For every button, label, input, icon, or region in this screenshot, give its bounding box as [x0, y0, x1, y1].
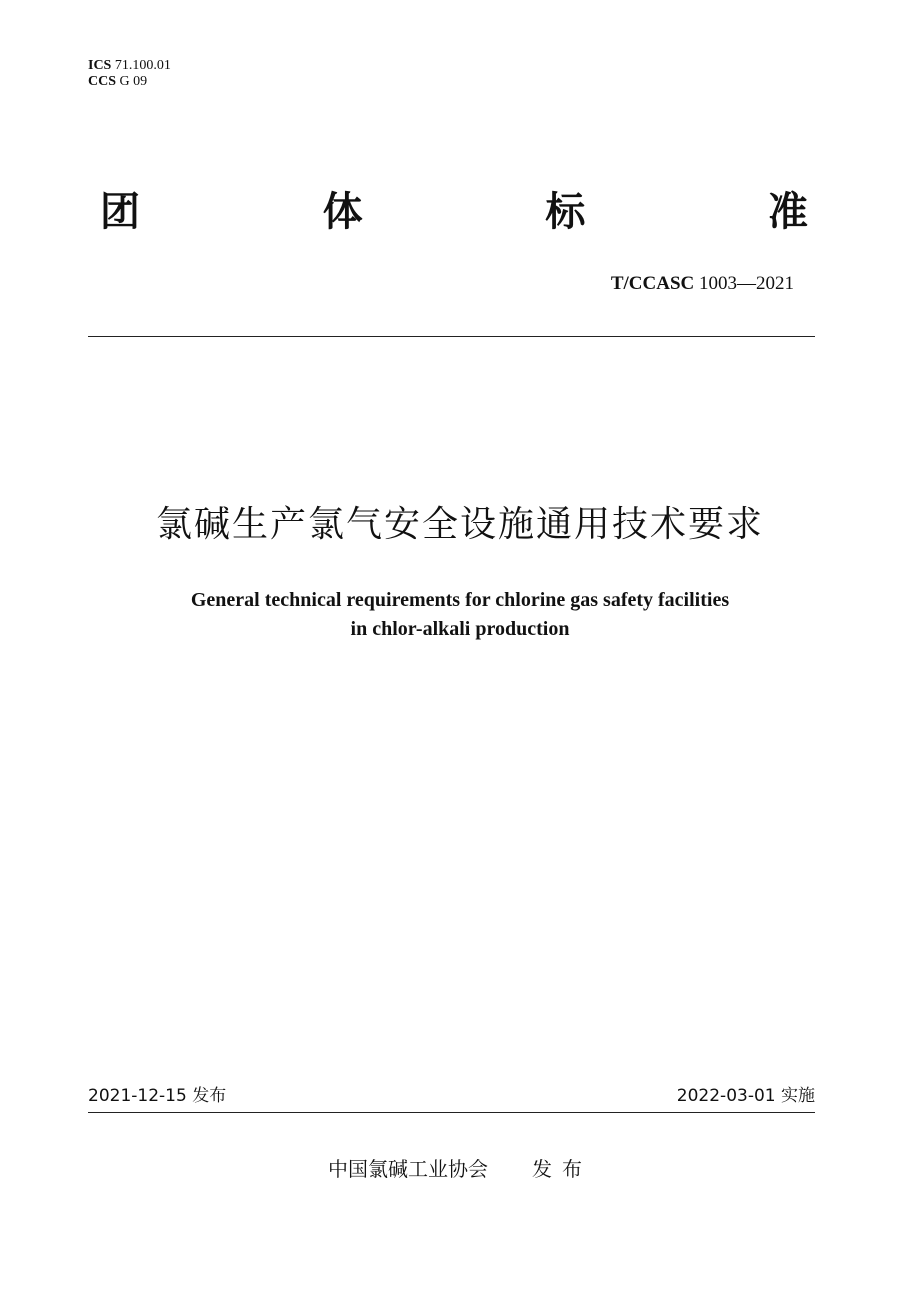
effective-date: 2022-03-01 实施	[676, 1086, 815, 1106]
publisher-action: 发布	[532, 1157, 592, 1181]
publisher-line	[0, 1155, 920, 1183]
ccs-label: CCS	[88, 74, 117, 89]
document-title-chinese: 氯碱生产氯气安全设施通用技术要求	[155, 504, 764, 545]
standard-type-char: 标	[545, 189, 586, 235]
standard-type-char: 体	[322, 189, 363, 235]
bottom-divider	[88, 1112, 815, 1113]
top-divider	[88, 336, 815, 337]
publisher-name: 中国氯碱工业协会	[328, 1157, 488, 1181]
standard-number	[611, 272, 794, 296]
standard-type-heading	[100, 188, 808, 236]
document-title-english	[0, 586, 920, 644]
ics-value: 71.100.01	[114, 58, 171, 73]
ics-label: ICS	[88, 58, 112, 73]
standard-number-value: 1003—2021	[699, 273, 794, 294]
english-title-line: General technical requirements for chlorine gas safety facilities	[190, 589, 730, 611]
issue-date: 2021-12-15 发布	[88, 1086, 227, 1106]
ccs-code	[88, 74, 171, 90]
standard-type-char: 准	[767, 189, 808, 235]
ics-code	[88, 58, 171, 74]
english-title-line: in chlor-alkali production	[350, 618, 570, 640]
ccs-value: G 09	[119, 74, 148, 89]
classification-codes	[88, 58, 171, 90]
standard-number-prefix: T/CCASC	[610, 273, 695, 294]
date-row	[88, 1084, 815, 1108]
standard-type-char: 团	[100, 189, 140, 235]
